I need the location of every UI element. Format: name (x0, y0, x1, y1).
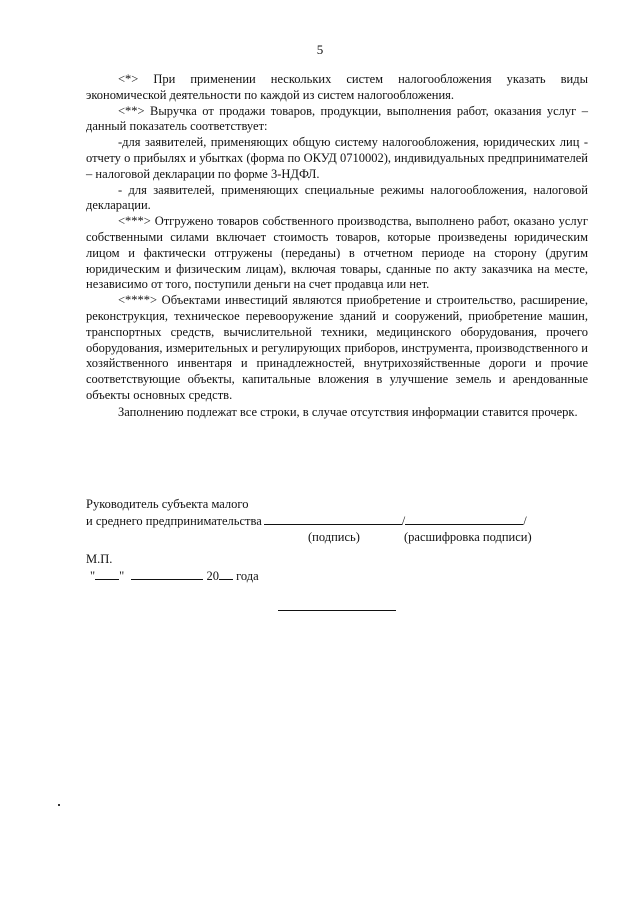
end-rule (278, 610, 396, 611)
signer-title-row (86, 512, 556, 529)
footnote-2-general-regime: -для заявителей, применяющих общую систему налогообложения, юридических лиц - отчету о прибылях и убытках (форма по ОКУД 0710002), индивидуальных предпринимателей – налоговой декларации по форме 3-НДФЛ. (86, 135, 588, 181)
scan-speck (58, 804, 60, 806)
footnote-4: <****> Объектами инвестиций являются приобретение и строительство, расширение, реконструкция, техническое перевооружение зданий и сооружений, приобретение машин, транспортных средств, вычислительной техники, медицинского оборудования, прочего оборудования, измерительных и регулирующих приборов, инструмента, производственного и хозяйственного инвентаря и принадлежностей, внутрихозяйственные дороги и прочие соответствующие объекты, капитальные вложения в улучшение земель и арендованные объекты основных средств. (86, 293, 588, 402)
date-year-field[interactable] (219, 567, 233, 580)
signature-decoding-field[interactable] (405, 512, 523, 525)
date-year-suffix: года (236, 569, 259, 583)
date-month-field[interactable] (131, 567, 203, 580)
stamp-label: М.П. (86, 552, 113, 566)
signer-title-line-1: Руководитель субъекта малого (86, 497, 249, 511)
footnotes (86, 72, 588, 404)
date-year-prefix: 20 (206, 569, 219, 583)
signature-field[interactable] (264, 512, 402, 525)
signer-title-line-2: и среднего предпринимательства (86, 514, 262, 528)
fill-instruction: Заполнению подлежат все строки, в случае отсутствия информации ставится прочерк. (118, 405, 578, 419)
page-number: 5 (316, 42, 324, 57)
signature-block (86, 496, 556, 584)
caption-signature: (подпись) (308, 530, 360, 544)
signature-captions (86, 529, 556, 545)
footnote-2: <**> Выручка от продажи товаров, продукции, выполнения работ, оказания услуг – данный показатель соответствует: (86, 103, 588, 134)
date-row (86, 567, 556, 584)
date-day-field[interactable] (95, 567, 119, 580)
footnote-3: <***> Отгружено товаров собственного производства, выполнено работ, оказано услуг собственными силами включает стоимость товаров, которые произведены юридическим лицом и фактически отгружены (переданы) в отчетном периоде на сторону (другим юридическим и физическим лицам), включая товары, сданные по акту заказчика на месте, независимо от того, поступили деньги на счет продавца или нет. (86, 214, 588, 292)
slash-right: / (523, 514, 527, 528)
footnote-1: <*> При применении нескольких систем налогообложения указать виды экономической деятельности по каждой из систем налогообложения. (86, 72, 588, 102)
caption-decoding: (расшифровка подписи) (404, 530, 532, 544)
date-open-quote: " (90, 569, 96, 583)
footnote-2-special-regime: - для заявителей, применяющих специальные режимы налогообложения, налоговой декларации. (86, 182, 588, 213)
slash-left: / (401, 514, 406, 528)
date-close-quote: " (119, 569, 125, 583)
